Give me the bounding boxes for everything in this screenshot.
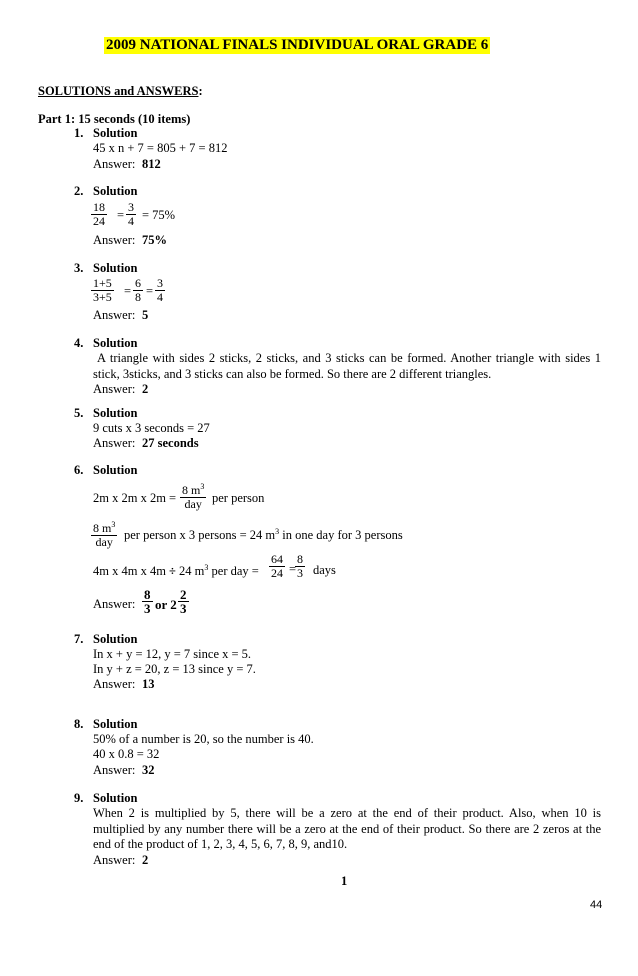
item-9-solution-label: Solution (93, 791, 138, 805)
item-3-solution-label: Solution (93, 261, 138, 275)
item-3-number: 3. (74, 261, 84, 275)
item-6-solution-label: Solution (93, 463, 138, 477)
item-8-number: 8. (74, 717, 84, 731)
item-6-line-1-end: per person (212, 491, 265, 505)
item-9-number: 9. (74, 791, 84, 805)
page-number: 1 (341, 874, 348, 888)
item-3-answer: 5 (142, 308, 149, 322)
item-9-answer-label: Answer: (93, 853, 136, 867)
item-9-text: When 2 is multiplied by 5, there will be a zero at the end of their product. Also, when 10 is multiplied by any number there will be a zero at the end of their product. So there are 2 zeros at the end of the product of 1, 2, 3, 4, 5, 6, 7, 8, 9, and10. (93, 806, 601, 851)
item-4-number: 4. (74, 336, 84, 350)
item-3-fraction-3: $\frac{3}{4}$ (157, 276, 163, 304)
item-6-answer-or: or 2 (155, 597, 177, 612)
item-2-answer: 75% (142, 233, 167, 247)
item-6-line-3-start: 4m x 4m x 4m ÷ 24 $m^3$ per day = (93, 563, 259, 579)
page-title: 2009 NATIONAL FINALS INDIVIDUAL ORAL GRADE 6 (106, 37, 489, 53)
item-4-answer: 2 (142, 382, 149, 396)
item-1-solution-label: Solution (93, 126, 138, 140)
item-7-answer: 13 (142, 677, 155, 691)
item-7-answer-label: Answer: (93, 677, 136, 691)
item-5-solution-label: Solution (93, 406, 138, 420)
item-6-fraction-2: 8 $m^3$ day (93, 520, 116, 549)
section-heading: SOLUTIONS and ANSWERS: (38, 84, 203, 98)
item-2-number: 2. (74, 184, 84, 198)
item-2-fraction-1: $\frac{18}{24}$ (93, 200, 105, 228)
item-8-line-1: 50% of a number is 20, so the number is 40. (93, 732, 314, 746)
item-2-solution-label: Solution (93, 184, 138, 198)
item-3-equals-1: = (124, 284, 132, 298)
item-8-line-2: 40 x 0.8 = 32 (93, 747, 160, 761)
item-1-number: 1. (74, 126, 84, 140)
item-3-fraction-1: $\frac{1+5}{3+5}$ (93, 276, 112, 304)
item-2-equals: = (117, 208, 125, 222)
item-2-tail: = 75% (142, 208, 176, 222)
item-2-answer-label: Answer: (93, 233, 136, 247)
item-1-answer-label: Answer: (93, 157, 136, 171)
item-3-answer-label: Answer: (93, 308, 136, 322)
item-7-line-1: In x + y = 12, y = 7 since x = 5. (93, 647, 252, 661)
item-1-work: 45 x n + 7 = 805 + 7 = 812 (93, 141, 228, 155)
item-8-answer: 32 (142, 763, 155, 777)
item-6-fraction-3: $\frac{64}{24}$ (271, 552, 283, 580)
item-9-answer: 2 (142, 853, 149, 867)
item-5-work: 9 cuts x 3 seconds = 27 (93, 421, 210, 435)
item-4-text: A triangle with sides 2 sticks, 2 sticks, and 3 sticks can be formed. Another triangle with sides 1 stick, 3sticks, and 3 sticks can also be formed. So there are 2 different triangles. (93, 351, 601, 381)
item-7-solution-label: Solution (93, 632, 138, 646)
item-7-number: 7. (74, 632, 84, 646)
item-5-answer-label: Answer: (93, 436, 136, 450)
item-6-line-1-start: 2m x 2m x 2m = (93, 491, 177, 505)
item-6-days: days (313, 563, 336, 577)
item-6-answer-label: Answer: (93, 597, 136, 611)
part-heading: Part 1: 15 seconds (10 items) (38, 112, 191, 126)
item-6-answer-fraction-1: $\frac{8}{3}$ (144, 587, 151, 616)
item-6-fraction-1: 8 $m^3$ day (182, 482, 205, 511)
item-6-line-2: per person x 3 persons = 24 $m^3$ in one day for 3 persons (124, 527, 403, 543)
item-8-answer-label: Answer: (93, 763, 136, 777)
item-6-equals: = (289, 562, 297, 576)
item-4-answer-label: Answer: (93, 382, 136, 396)
item-3-equals-2: = (146, 284, 154, 298)
slide-number: 44 (590, 899, 603, 911)
item-6-answer-fraction-2: $\frac{2}{3}$ (180, 587, 187, 616)
item-2-fraction-2: $\frac{3}{4}$ (128, 200, 134, 228)
item-5-number: 5. (74, 406, 84, 420)
item-8-solution-label: Solution (93, 717, 138, 731)
item-6-fraction-4: $\frac{8}{3}$ (297, 552, 303, 580)
item-7-line-2: In y + z = 20, z = 13 since y = 7. (93, 662, 256, 676)
item-5-answer: 27 seconds (142, 436, 199, 450)
item-6-number: 6. (74, 463, 84, 477)
item-4-solution-label: Solution (93, 336, 138, 350)
item-1-answer: 812 (142, 157, 161, 171)
item-3-fraction-2: $\frac{6}{8}$ (135, 276, 141, 304)
